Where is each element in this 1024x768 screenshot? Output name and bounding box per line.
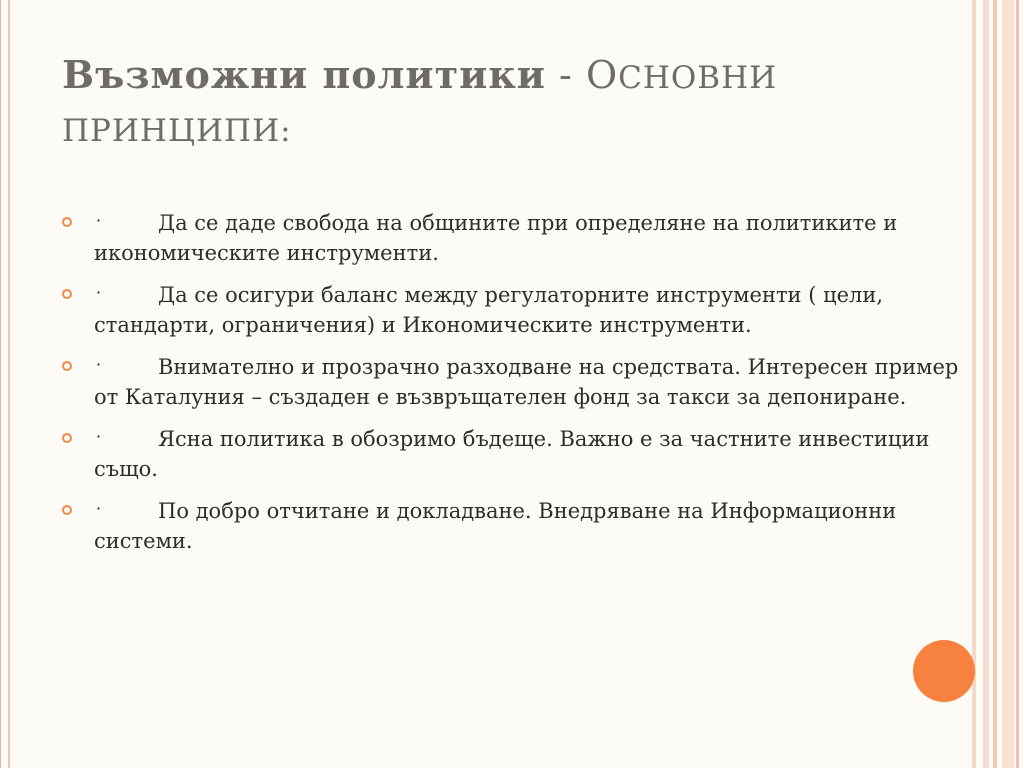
decorative-stripe: [1016, 0, 1019, 768]
decorative-stripe: [983, 0, 989, 768]
circle-bullet-icon: [62, 361, 72, 371]
bullet-item: [62, 350, 962, 412]
title-part2-first: О: [585, 53, 619, 97]
decorative-stripe: [993, 0, 997, 768]
bullet-text: По добро отчитане и докладване. Внедряване на Информационни системи.: [94, 499, 897, 553]
bullet-item: [62, 278, 962, 340]
decorative-stripe: [972, 0, 976, 768]
bullet-item: [62, 494, 962, 556]
bullet-marker: ·: [96, 211, 102, 230]
slide-title: [62, 50, 922, 156]
title-line2: ПРИНЦИПИ:: [62, 113, 292, 149]
circle-bullet-icon: [62, 433, 72, 443]
bullet-text: Да се даде свобода на общините при определяне на политиките и икономическите инструменти.: [94, 211, 898, 265]
title-part1: Възможни политики: [62, 52, 546, 97]
title-separator: -: [545, 53, 586, 97]
circle-bullet-icon: [62, 289, 72, 299]
bullet-text: Внимателно и прозрачно разходване на средствата. Интересен пример от Каталуния – създаден е възвръщателен фонд за такси за депониране.: [94, 355, 959, 409]
decorative-circle-icon: [913, 640, 975, 702]
bullet-marker: ·: [96, 427, 102, 446]
circle-bullet-icon: [62, 505, 72, 515]
bullet-marker: ·: [96, 499, 102, 518]
bullet-marker: ·: [96, 283, 102, 302]
bullet-text: Ясна политика в обозримо бъдеще. Важно е за частните инвестиции също.: [94, 427, 930, 481]
bullet-text: Да се осигури баланс между регулаторните инструменти ( цели, стандарти, ограничения) и Икономическите инструменти.: [94, 283, 884, 337]
title-part2-rest: СНОВНИ: [618, 60, 778, 96]
bullet-marker: ·: [96, 355, 102, 374]
bullet-item: [62, 206, 962, 268]
circle-bullet-icon: [62, 217, 72, 227]
bullet-list: [62, 206, 962, 566]
bullet-item: [62, 422, 962, 484]
decorative-stripe: [1002, 0, 1014, 768]
